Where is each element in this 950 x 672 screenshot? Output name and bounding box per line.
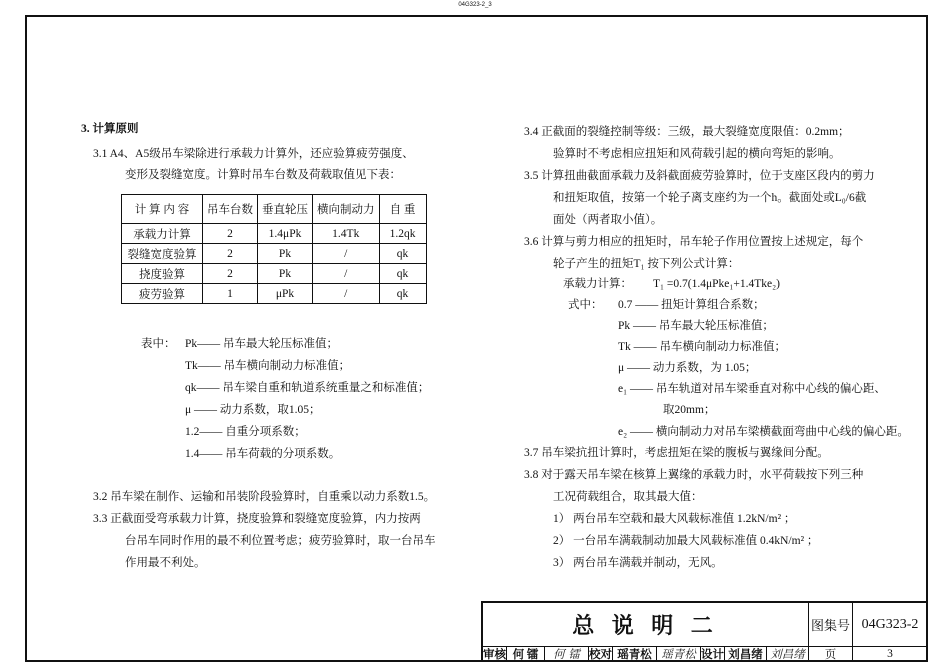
where-item: 0.7 —— 扭矩计算组合系数；: [618, 299, 765, 311]
table-header-cell: 自 重: [379, 195, 426, 224]
table-header-row: [122, 195, 427, 224]
load-table: [121, 194, 427, 304]
table-cell: /: [313, 284, 380, 304]
para-3-5-line3: 面处（两者取小值）。: [553, 214, 663, 226]
table-cell: 1.4μPk: [258, 224, 313, 244]
table-cell: 疲劳验算: [122, 284, 203, 304]
para-3-3-line1: 3.3 正截面受弯承载力计算，挠度验算和裂缝宽度验算，内力按两: [93, 513, 421, 525]
table-row: [122, 284, 427, 304]
page-number: 3: [853, 647, 928, 662]
note-item: 1.2—— 自重分项系数；: [185, 426, 306, 438]
title-block: [481, 601, 928, 662]
table-header-cell: 横向制动力: [313, 195, 380, 224]
para-3-1-line1: 3.1 A4、A5级吊车梁除进行承载力计算外，还应验算疲劳强度、: [93, 148, 414, 160]
para-3-6-line1: 3.6 计算与剪力相应的扭矩时，吊车轮子作用位置按上述规定，每个: [524, 236, 864, 248]
para-3-4-line1: 3.4 正截面的裂缝控制等级：三级，最大裂缝宽度限值：0.2mm；: [524, 126, 850, 138]
para-3-8-line1: 3.8 对于露天吊车梁在核算上翼缘的承载力时，水平荷载按下列三种: [524, 469, 864, 481]
check-name: 瑶青松: [613, 647, 657, 662]
para-3-3-line2: 台吊车同时作用的最不利位置考虑；疲劳验算时，取一台吊车: [125, 535, 436, 547]
table-cell: /: [313, 264, 380, 284]
table-cell: 1.4Tk: [313, 224, 380, 244]
check-label: 校对: [589, 649, 612, 661]
design-label: 设计: [701, 649, 724, 661]
section-3-heading: 3. 计算原则: [81, 123, 139, 135]
para-3-7: 3.7 吊车梁抗扭计算时，考虑扭矩在梁的腹板与翼缘间分配。: [524, 447, 829, 459]
para-3-4-line2: 验算时不考虑相应扭矩和风荷载引起的横向弯矩的影响。: [553, 148, 841, 160]
design-name: 刘昌绪: [725, 647, 767, 662]
notes-label: 表中：: [141, 338, 176, 350]
where-item: e₁ —— 吊车轨道对吊车梁垂直对称中心线的偏心距、: [618, 383, 886, 395]
table-header-cell: 吊车台数: [203, 195, 258, 224]
table-header-cell: 垂直轮压: [258, 195, 313, 224]
page-label: 页: [809, 647, 853, 662]
note-item: μ —— 动力系数，取1.05；: [185, 404, 321, 416]
table-cell: 1: [203, 284, 258, 304]
para-3-5-line1: 3.5 计算扭曲截面承载力及斜截面疲劳验算时，位于支座区段内的剪力: [524, 170, 875, 182]
formula-label: 承载力计算：: [563, 278, 632, 290]
atlas-number-label: 图集号: [809, 603, 853, 647]
table-cell: 挠度验算: [122, 264, 203, 284]
case-item: 1） 两台吊车空载和最大风载标准值 1.2kN/m² ；: [553, 513, 796, 525]
table-cell: 2: [203, 264, 258, 284]
table-row: [122, 264, 427, 284]
table-cell: 裂缝宽度验算: [122, 244, 203, 264]
where-item: e₂ —— 横向制动力对吊车梁横截面弯曲中心线的偏心距。: [618, 426, 909, 438]
table-cell: /: [313, 244, 380, 264]
table-cell: Pk: [258, 244, 313, 264]
table-cell: 承载力计算: [122, 224, 203, 244]
table-cell: qk: [379, 264, 426, 284]
table-row: [122, 244, 427, 264]
review-signature: 何 镭: [545, 647, 589, 662]
review-name: 何 镭: [507, 647, 545, 662]
para-3-5-line2: 和扭矩取值，按第一个轮子离支座约为一个h。截面处或L₀/6截: [553, 192, 867, 204]
para-3-2: 3.2 吊车梁在制作、运输和吊装阶段验算时，自重乘以动力系数1.5。: [93, 491, 436, 503]
para-3-6-line2: 轮子产生的扭矩T₁ 按下列公式计算：: [553, 258, 740, 270]
design-signature: 刘昌绪: [767, 647, 809, 662]
where-item: Pk —— 吊车最大轮压标准值；: [618, 320, 774, 332]
where-item: Tk —— 吊车横向制动力标准值；: [618, 341, 787, 353]
para-3-8-line2: 工况荷载组合，取其最大值：: [553, 491, 703, 503]
note-item: Tk—— 吊车横向制动力标准值；: [185, 360, 351, 372]
table-cell: 2: [203, 224, 258, 244]
where-item: 取20mm；: [663, 404, 716, 416]
table-row: [122, 224, 427, 244]
check-signature: 瑶青松: [657, 647, 701, 662]
table-cell: Pk: [258, 264, 313, 284]
note-item: qk—— 吊车梁自重和轨道系统重量之和标准值；: [185, 382, 430, 394]
table-cell: μPk: [258, 284, 313, 304]
para-3-3-line3: 作用最不利处。: [125, 557, 206, 569]
case-item: 2） 一台吊车满载制动加最大风载标准值 0.4kN/m² ；: [553, 535, 819, 547]
table-cell: qk: [379, 284, 426, 304]
table-cell: 2: [203, 244, 258, 264]
case-item: 3） 两台吊车满载并制动，无风。: [553, 557, 723, 569]
where-label: 式中：: [568, 299, 603, 311]
note-item: Pk—— 吊车最大轮压标准值；: [185, 338, 339, 350]
note-item: 1.4—— 吊车荷载的分项系数。: [185, 448, 341, 460]
where-item: μ —— 动力系数，为 1.05；: [618, 362, 757, 374]
table-header-cell: 计 算 内 容: [122, 195, 203, 224]
table-cell: 1.2qk: [379, 224, 426, 244]
atlas-number: 04G323-2: [853, 603, 928, 647]
table-cell: qk: [379, 244, 426, 264]
review-label: 审核: [483, 649, 506, 661]
para-3-1-line2: 变形及裂缝宽度。计算时吊车台数及荷载取值见下表：: [125, 169, 401, 181]
drawing-title: 总 说 明 二: [483, 603, 809, 647]
document-code-header: 04G323-2_3: [458, 2, 492, 8]
torque-formula: T₁ =0.7(1.4μPke₁+1.4Tke₂): [653, 278, 780, 290]
